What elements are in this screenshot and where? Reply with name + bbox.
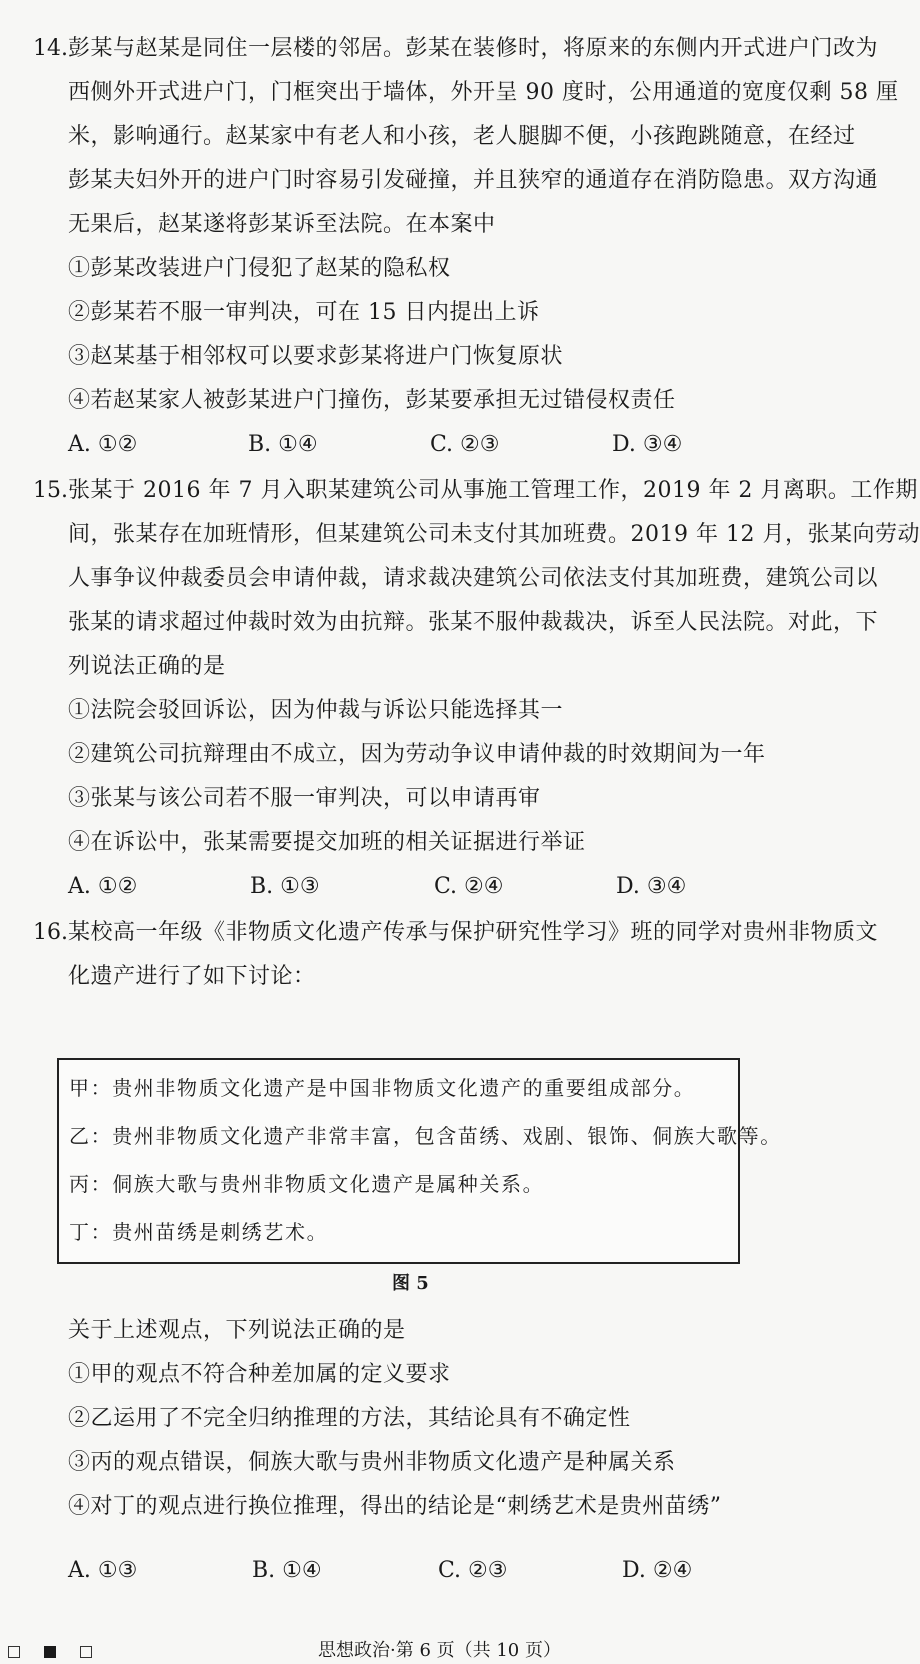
question-number: 14. — [33, 36, 68, 61]
option-d[interactable]: D. ②④ — [622, 1558, 693, 1583]
discussion-box — [57, 1058, 782, 1264]
discussion-line: 丙：侗族大歌与贵州非物质文化遗产是属种关系。 — [69, 1172, 545, 1196]
question-number: 16. — [33, 920, 68, 945]
statement: ②建筑公司抗辩理由不成立，因为劳动争议申请仲裁的时效期间为一年 — [68, 742, 766, 767]
statement: ①彭某改装进户门侵犯了赵某的隐私权 — [68, 256, 451, 281]
question-text-line: 列说法正确的是 — [68, 654, 226, 679]
statement: ③赵某基于相邻权可以要求彭某将进户门恢复原状 — [68, 344, 564, 369]
statement: ①法院会驳回诉讼，因为仲裁与诉讼只能选择其一 — [68, 698, 564, 723]
option-a[interactable]: A. ①② — [68, 432, 138, 457]
question-text-line: 人事争议仲裁委员会申请仲裁，请求裁决建筑公司依法支付其加班费，建筑公司以 — [68, 566, 879, 591]
discussion-line: 甲：贵州非物质文化遗产是中国非物质文化遗产的重要组成部分。 — [69, 1076, 696, 1100]
option-b[interactable]: B. ①④ — [252, 1558, 322, 1583]
discussion-line: 乙：贵州非物质文化遗产非常丰富，包含苗绣、戏剧、银饰、侗族大歌等。 — [69, 1124, 782, 1148]
page-footer: 思想政治·第 6 页（共 10 页） — [318, 1640, 561, 1661]
question-text-line: 米，影响通行。赵某家中有老人和小孩，老人腿脚不便，小孩跑跳随意，在经过 — [68, 124, 856, 149]
statement: ②彭某若不服一审判决，可在 15 日内提出上诉 — [68, 300, 540, 325]
option-a[interactable]: A. ①③ — [68, 1558, 138, 1583]
statement: ④在诉讼中，张某需要提交加班的相关证据进行举证 — [68, 830, 586, 855]
discussion-line: 丁：贵州苗绣是刺绣艺术。 — [69, 1220, 329, 1244]
statement: ④对丁的观点进行换位推理，得出的结论是“刺绣艺术是贵州苗绣” — [68, 1494, 722, 1519]
question-text-line: 彭某夫妇外开的进户门时容易引发碰撞，并且狭窄的通道存在消防隐患。双方沟通 — [68, 168, 879, 193]
option-b[interactable]: B. ①④ — [248, 432, 318, 457]
statement: ②乙运用了不完全归纳推理的方法，其结论具有不确定性 — [68, 1406, 631, 1431]
option-d[interactable]: D. ③④ — [616, 874, 687, 899]
hollow-square-icon — [8, 1646, 20, 1658]
statement: ④若赵某家人被彭某进户门撞伤，彭某要承担无过错侵权责任 — [68, 388, 676, 413]
question-text-line: 张某于 2016 年 7 月入职某建筑公司从事施工管理工作，2019 年 2 月离职。工作期 — [68, 478, 918, 503]
option-d[interactable]: D. ③④ — [612, 432, 683, 457]
question-text-line: 无果后，赵某遂将彭某诉至法院。在本案中 — [68, 212, 496, 237]
question-text-line: 西侧外开式进户门，门框突出于墙体，外开呈 90 度时，公用通道的宽度仅剩 58 厘 — [68, 80, 899, 105]
option-a[interactable]: A. ①② — [68, 874, 138, 899]
statement: ③丙的观点错误，侗族大歌与贵州非物质文化遗产是种属关系 — [68, 1450, 676, 1475]
option-c[interactable]: C. ②③ — [438, 1558, 508, 1583]
statement: ③张某与该公司若不服一审判决，可以申请再审 — [68, 786, 541, 811]
filled-square-icon — [44, 1646, 56, 1658]
statement: ①甲的观点不符合种差加属的定义要求 — [68, 1362, 451, 1387]
option-c[interactable]: C. ②③ — [430, 432, 500, 457]
hollow-square-icon — [80, 1646, 92, 1658]
question-text-line: 化遗产进行了如下讨论： — [68, 964, 316, 989]
option-b[interactable]: B. ①③ — [250, 874, 320, 899]
option-c[interactable]: C. ②④ — [434, 874, 504, 899]
question-text-line: 张某的请求超过仲裁时效为由抗辩。张某不服仲裁裁决，诉至人民法院。对此，下 — [68, 610, 879, 635]
question-number: 15. — [33, 478, 68, 503]
figure-caption: 图 5 — [392, 1273, 429, 1294]
question-text-line: 间，张某存在加班情形，但某建筑公司未支付其加班费。2019 年 12 月，张某向劳动 — [68, 522, 920, 547]
question-text-line: 某校高一年级《非物质文化遗产传承与保护研究性学习》班的同学对贵州非物质文 — [68, 920, 879, 945]
question-prompt: 关于上述观点，下列说法正确的是 — [68, 1318, 406, 1343]
question-text-line: 彭某与赵某是同住一层楼的邻居。彭某在装修时，将原来的东侧内开式进户门改为 — [68, 36, 879, 61]
